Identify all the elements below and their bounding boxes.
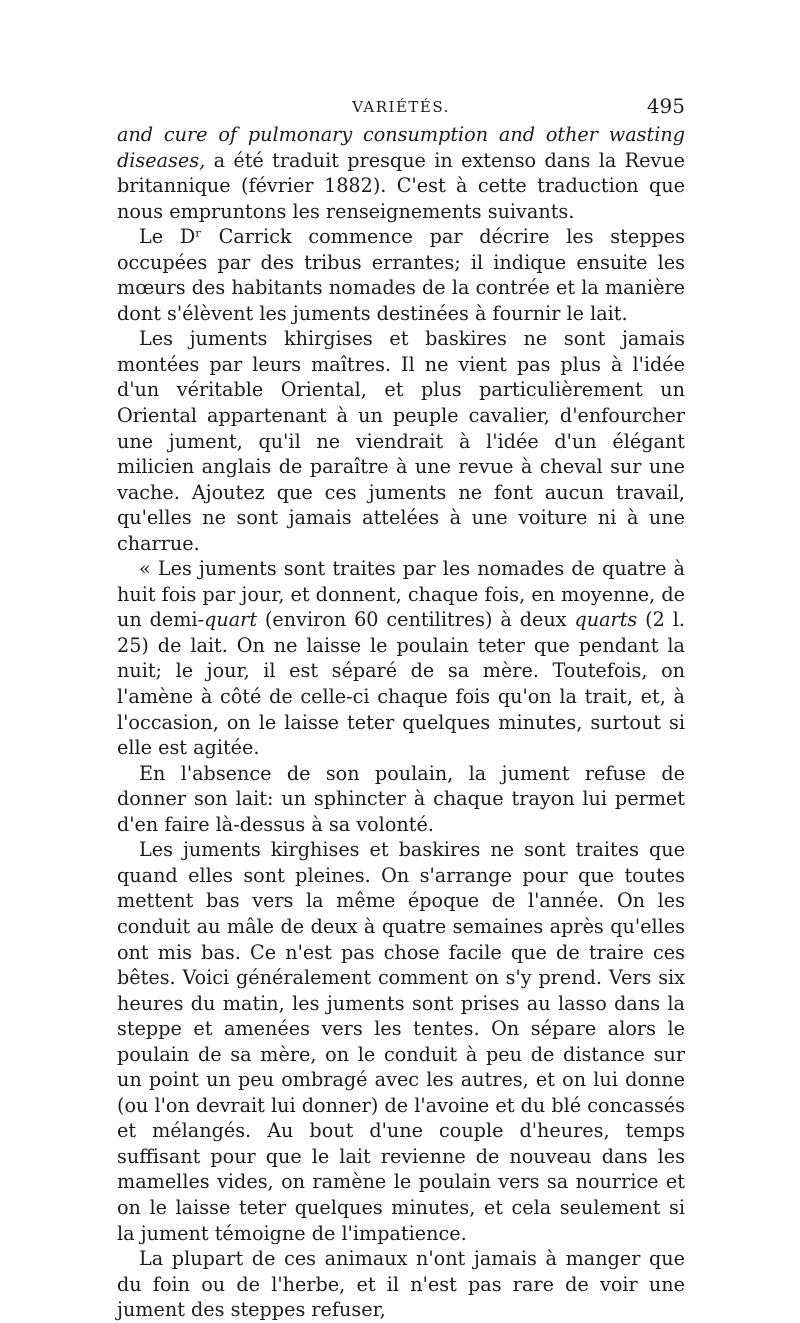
paragraph-7: La plupart de ces animaux n'ont jamais à manger que du foin ou de l'herbe, et il n'est pas rare de voir une jument des steppes refuser, bbox=[117, 1247, 685, 1322]
book-page bbox=[117, 92, 685, 1323]
running-head bbox=[117, 92, 685, 122]
page-number: 495 bbox=[646, 94, 685, 118]
paragraph-1 bbox=[117, 122, 685, 224]
book-title-italic: and cure of pulmonary consumption and other wasting diseases, bbox=[117, 123, 685, 172]
paragraph-5: En l'absence de son poulain, la jument refuse de donner son lait: un sphincter à chaque trayon lui permet d'en faire là-dessus à sa volonté. bbox=[117, 761, 685, 836]
paragraph-2: Le Dʳ Carrick commence par décrire les steppes occupées par des tribus errantes; il indique ensuite les mœurs des habitants nomades de la contrée et la manière dont s'élèvent les juments destinées à fournir le lait. bbox=[117, 225, 685, 325]
paragraph-4-text-a: « Les juments sont traites par les nomades de quatre à huit fois par jour, et donnent, chaque fois, en moyenne, de un demi- bbox=[117, 557, 685, 632]
paragraph-4 bbox=[117, 556, 685, 760]
paragraph-4-text-c: (2 l. 25) de lait. On ne laisse le poulain teter que pendant la nuit; le jour, il est séparé de sa mère. Toutefois, on l'amène à côté de celle-ci chaque fois qu'on la trait, et, à l'occasion, on le laisse teter quelques minutes, surtout si elle est agitée. bbox=[117, 608, 685, 760]
italic-quart: quart bbox=[204, 608, 258, 632]
italic-quarts: quarts bbox=[574, 608, 638, 632]
running-title: VARIÉTÉS. bbox=[352, 98, 450, 116]
paragraph-1-text: a été traduit presque in extenso dans la Revue britannique (février 1882). C'est à cette traduction que nous empruntons les renseignements suivants. bbox=[117, 148, 685, 223]
body-text bbox=[117, 122, 685, 1323]
paragraph-3: Les juments khirgises et baskires ne sont jamais montées par leurs maîtres. Il ne vient pas plus à l'idée d'un véritable Oriental, et plus particulièrement un Oriental appartenant à un peuple cavalier, d'enfourcher une jument, qu'il ne viendrait à l'idée d'un élégant milicien anglais de paraître à une revue à cheval sur une vache. Ajoutez que ces juments ne font aucun travail, qu'elles ne sont jamais attelées à une voiture ni à une charrue. bbox=[117, 327, 685, 555]
paragraph-6: Les juments kirghises et baskires ne sont traites que quand elles sont pleines. On s'arrange pour que toutes mettent bas vers la même époque de l'année. On les conduit au mâle de deux à quatre semaines après qu'elles ont mis bas. Ce n'est pas chose facile que de traire ces bêtes. Voici généralement comment on s'y prend. Vers six heures du matin, les juments sont prises au lasso dans la steppe et amenées vers les tentes. On sépare alors le poulain de sa mère, on le conduit à peu de distance sur un point un peu ombragé avec les autres, et on lui donne (ou l'on devrait lui donner) de l'avoine et du blé concassés et mélangés. Au bout d'une couple d'heures, temps suffisant pour que le lait revienne de nouveau dans les mamelles vides, on ramène le poulain vers sa nourrice et on le laisse teter quelques minutes, et cela seulement si la jument témoigne de l'impatience. bbox=[117, 838, 685, 1245]
paragraph-4-text-b: (environ 60 centilitres) à deux bbox=[257, 608, 575, 632]
